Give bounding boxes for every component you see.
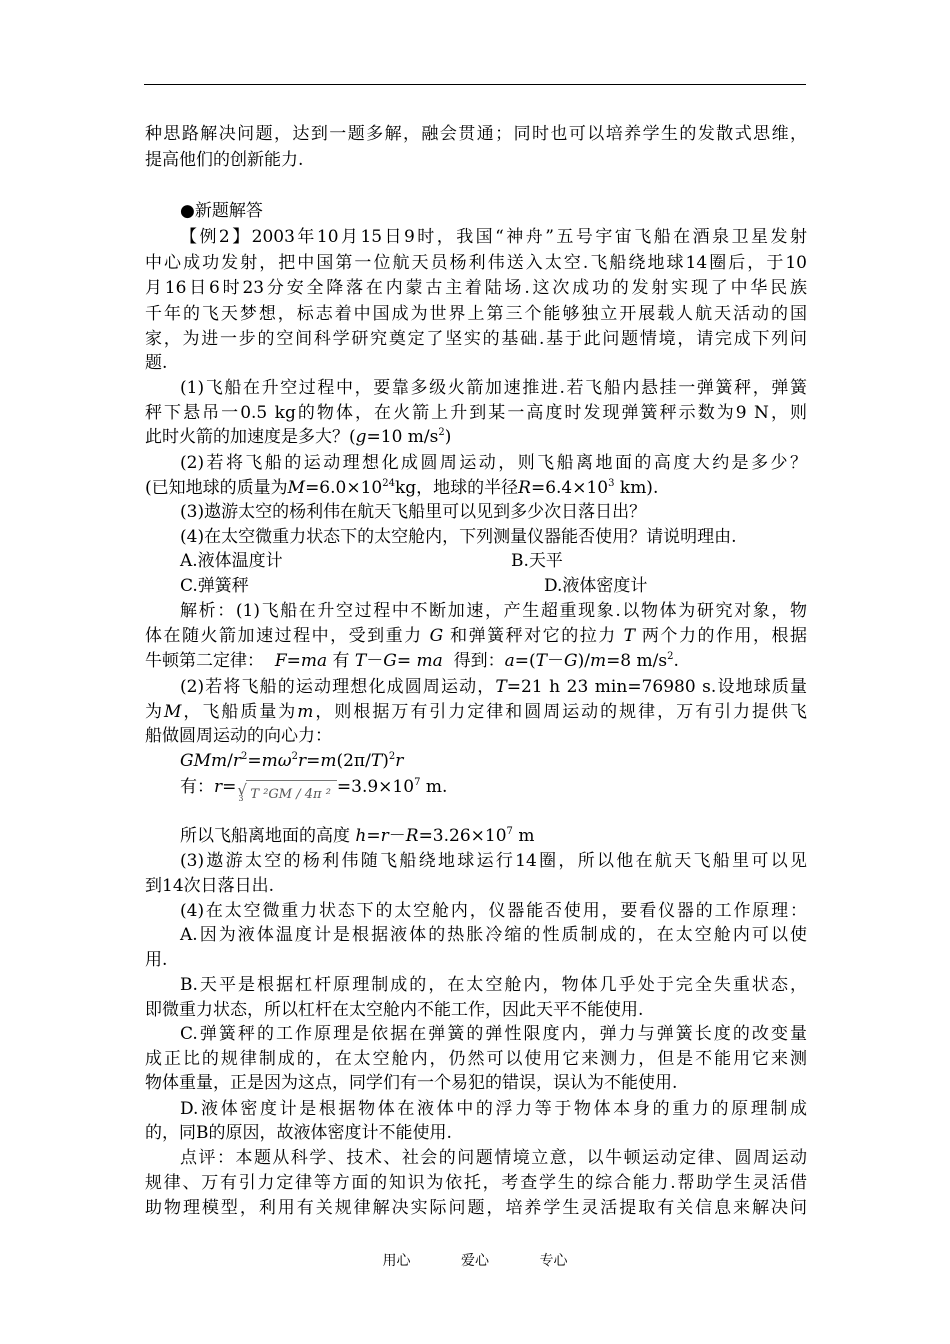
formula-line: GMm/$r^2=m\omega^2r=m(2\pi/T)^2r$: [180, 751, 404, 771]
solution-line: (2)若将飞船的运动理想化成圆周运动，T=21 h 23 min=76980 s.设地球质量: [180, 677, 807, 697]
option-a: A.液体温度计: [180, 551, 283, 571]
solution-line: C.弹簧秤的工作原理是依据在弹簧的弹性限度内，弹力与弹簧长度的改变量: [180, 1024, 807, 1044]
question-line: (已知地球的质量为$M=6.0\times 10^{24}kg$，地球的半径$R=6.4\times 10^3$ km).: [145, 478, 659, 498]
solution-line: 的，同B的原因，故液体密度计不能使用.: [145, 1123, 452, 1143]
option-d: D.液体密度计: [544, 576, 648, 596]
question-line: 此时火箭的加速度是多大？(g=10 $m/s^2$): [145, 427, 452, 447]
example-line: 中心成功发射，把中国第一位航天员杨利伟送入太空.飞船绕地球14圈后，于10: [145, 253, 807, 273]
formula-line: 有：r= 3 √ T ²GM / 4π $^2 =3.9\times 10^7$ m.: [180, 774, 807, 801]
comment-line: 助物理模型，利用有关规律解决实际问题，培养学生灵活提取有关信息来解决问: [145, 1198, 807, 1218]
solution-line: (4)在太空微重力状态下的太空舱内，仪器能否使用，要看仪器的工作原理：: [180, 901, 807, 921]
example-line: 家，为进一步的空间科学研究奠定了坚实的基础.基于此问题情境，请完成下列问: [145, 329, 807, 349]
question-line: (3)遨游太空的杨利伟在航天飞船里可以见到多少次日落日出？: [180, 502, 647, 522]
solution-line: A.因为液体温度计是根据液体的热胀冷缩的性质制成的，在太空舱内可以使: [180, 925, 807, 945]
question-line: (4)在太空微重力状态下的太空舱内，下列测量仪器能否使用？请说明理由.: [180, 527, 737, 547]
solution-line: 牛顿第二定律： F=ma 有 T－G= ma 得到：a=(T－G)/m=8 $m/s^2$.: [145, 651, 679, 671]
solution-line: 即微重力状态，所以杠杆在太空舱内不能工作，因此天平不能使用.: [145, 1000, 644, 1020]
solution-line: 所以飞船离地面的高度 $h=r-R=3.26\times 10^7$ m: [180, 826, 535, 846]
footer-text: 爱心: [461, 1253, 489, 1269]
solution-line: D.液体密度计是根据物体在液体中的浮力等于物体本身的重力的原理制成: [180, 1099, 807, 1119]
solution-line: 体在随火箭加速过程中，受到重力 G 和弹簧秤对它的拉力 T 两个力的作用，根据: [145, 626, 808, 646]
solution-line: 到14次日落日出.: [145, 876, 275, 896]
example-line: 千年的飞天梦想，标志着中国成为世界上第三个能够独立开展载人航天活动的国: [145, 304, 807, 324]
solution-line: 解析：(1)飞船在升空过程中不断加速，产生超重现象.以物体为研究对象，物: [180, 601, 807, 621]
solution-line: 物体重量，正是因为这点，同学们有一个易犯的错误，误认为不能使用.: [145, 1073, 678, 1093]
question-line: 秤下悬吊一0.5 kg的物体，在火箭上升到某一高度时发现弹簧秤示数为9 N，则: [145, 403, 807, 423]
text-line: 提高他们的创新能力.: [145, 150, 304, 170]
header-rule: [144, 84, 806, 85]
solution-line: 为M，飞船质量为m，则根据万有引力定律和圆周运动的规律，万有引力提供飞: [145, 702, 808, 722]
question-line: (1)飞船在升空过程中，要靠多级火箭加速推进.若飞船内悬挂一弹簧秤，弹簧: [180, 378, 807, 398]
solution-line: 成正比的规律制成的，在太空舱内，仍然可以使用它来测力，但是不能用它来测: [145, 1049, 807, 1069]
solution-line: (3)遨游太空的杨利伟随飞船绕地球运行14圈，所以他在航天飞船里可以见: [180, 851, 807, 871]
footer-text: 专心: [539, 1253, 568, 1269]
solution-line: 船做圆周运动的向心力：: [145, 726, 332, 746]
option-b: B.天平: [511, 551, 563, 571]
footer-text: 用心: [382, 1253, 411, 1269]
solution-line: 用.: [145, 950, 168, 970]
example-line: 题.: [145, 353, 168, 373]
solution-line: B.天平是根据杠杆原理制成的，在太空舱内，物体几乎处于完全失重状态，: [180, 975, 807, 995]
comment-line: 规律、万有引力定律等方面的知识为依托，考查学生的综合能力.帮助学生灵活借: [145, 1173, 807, 1193]
example-line: 月16日6时23分安全降落在内蒙古主着陆场.这次成功的发射实现了中华民族: [145, 278, 807, 298]
comment-line: 点评：本题从科学、技术、社会的问题情境立意，以牛顿运动定律、圆周运动: [180, 1148, 807, 1168]
section-heading: ●新题解答: [180, 201, 263, 221]
question-line: (2)若将飞船的运动理想化成圆周运动，则飞船离地面的高度大约是多少？: [180, 453, 807, 473]
page-footer: [0, 1250, 950, 1270]
text-line: 种思路解决问题，达到一题多解，融会贯通；同时也可以培养学生的发散式思维，: [145, 124, 807, 144]
cube-root-expression: 3 √ T ²GM / 4π ²: [238, 774, 337, 801]
option-c: C.弹簧秤: [180, 576, 249, 596]
example-line: 【例2】2003年10月15日9时，我国“神舟”五号宇宙飞船在酒泉卫星发射: [180, 227, 807, 247]
